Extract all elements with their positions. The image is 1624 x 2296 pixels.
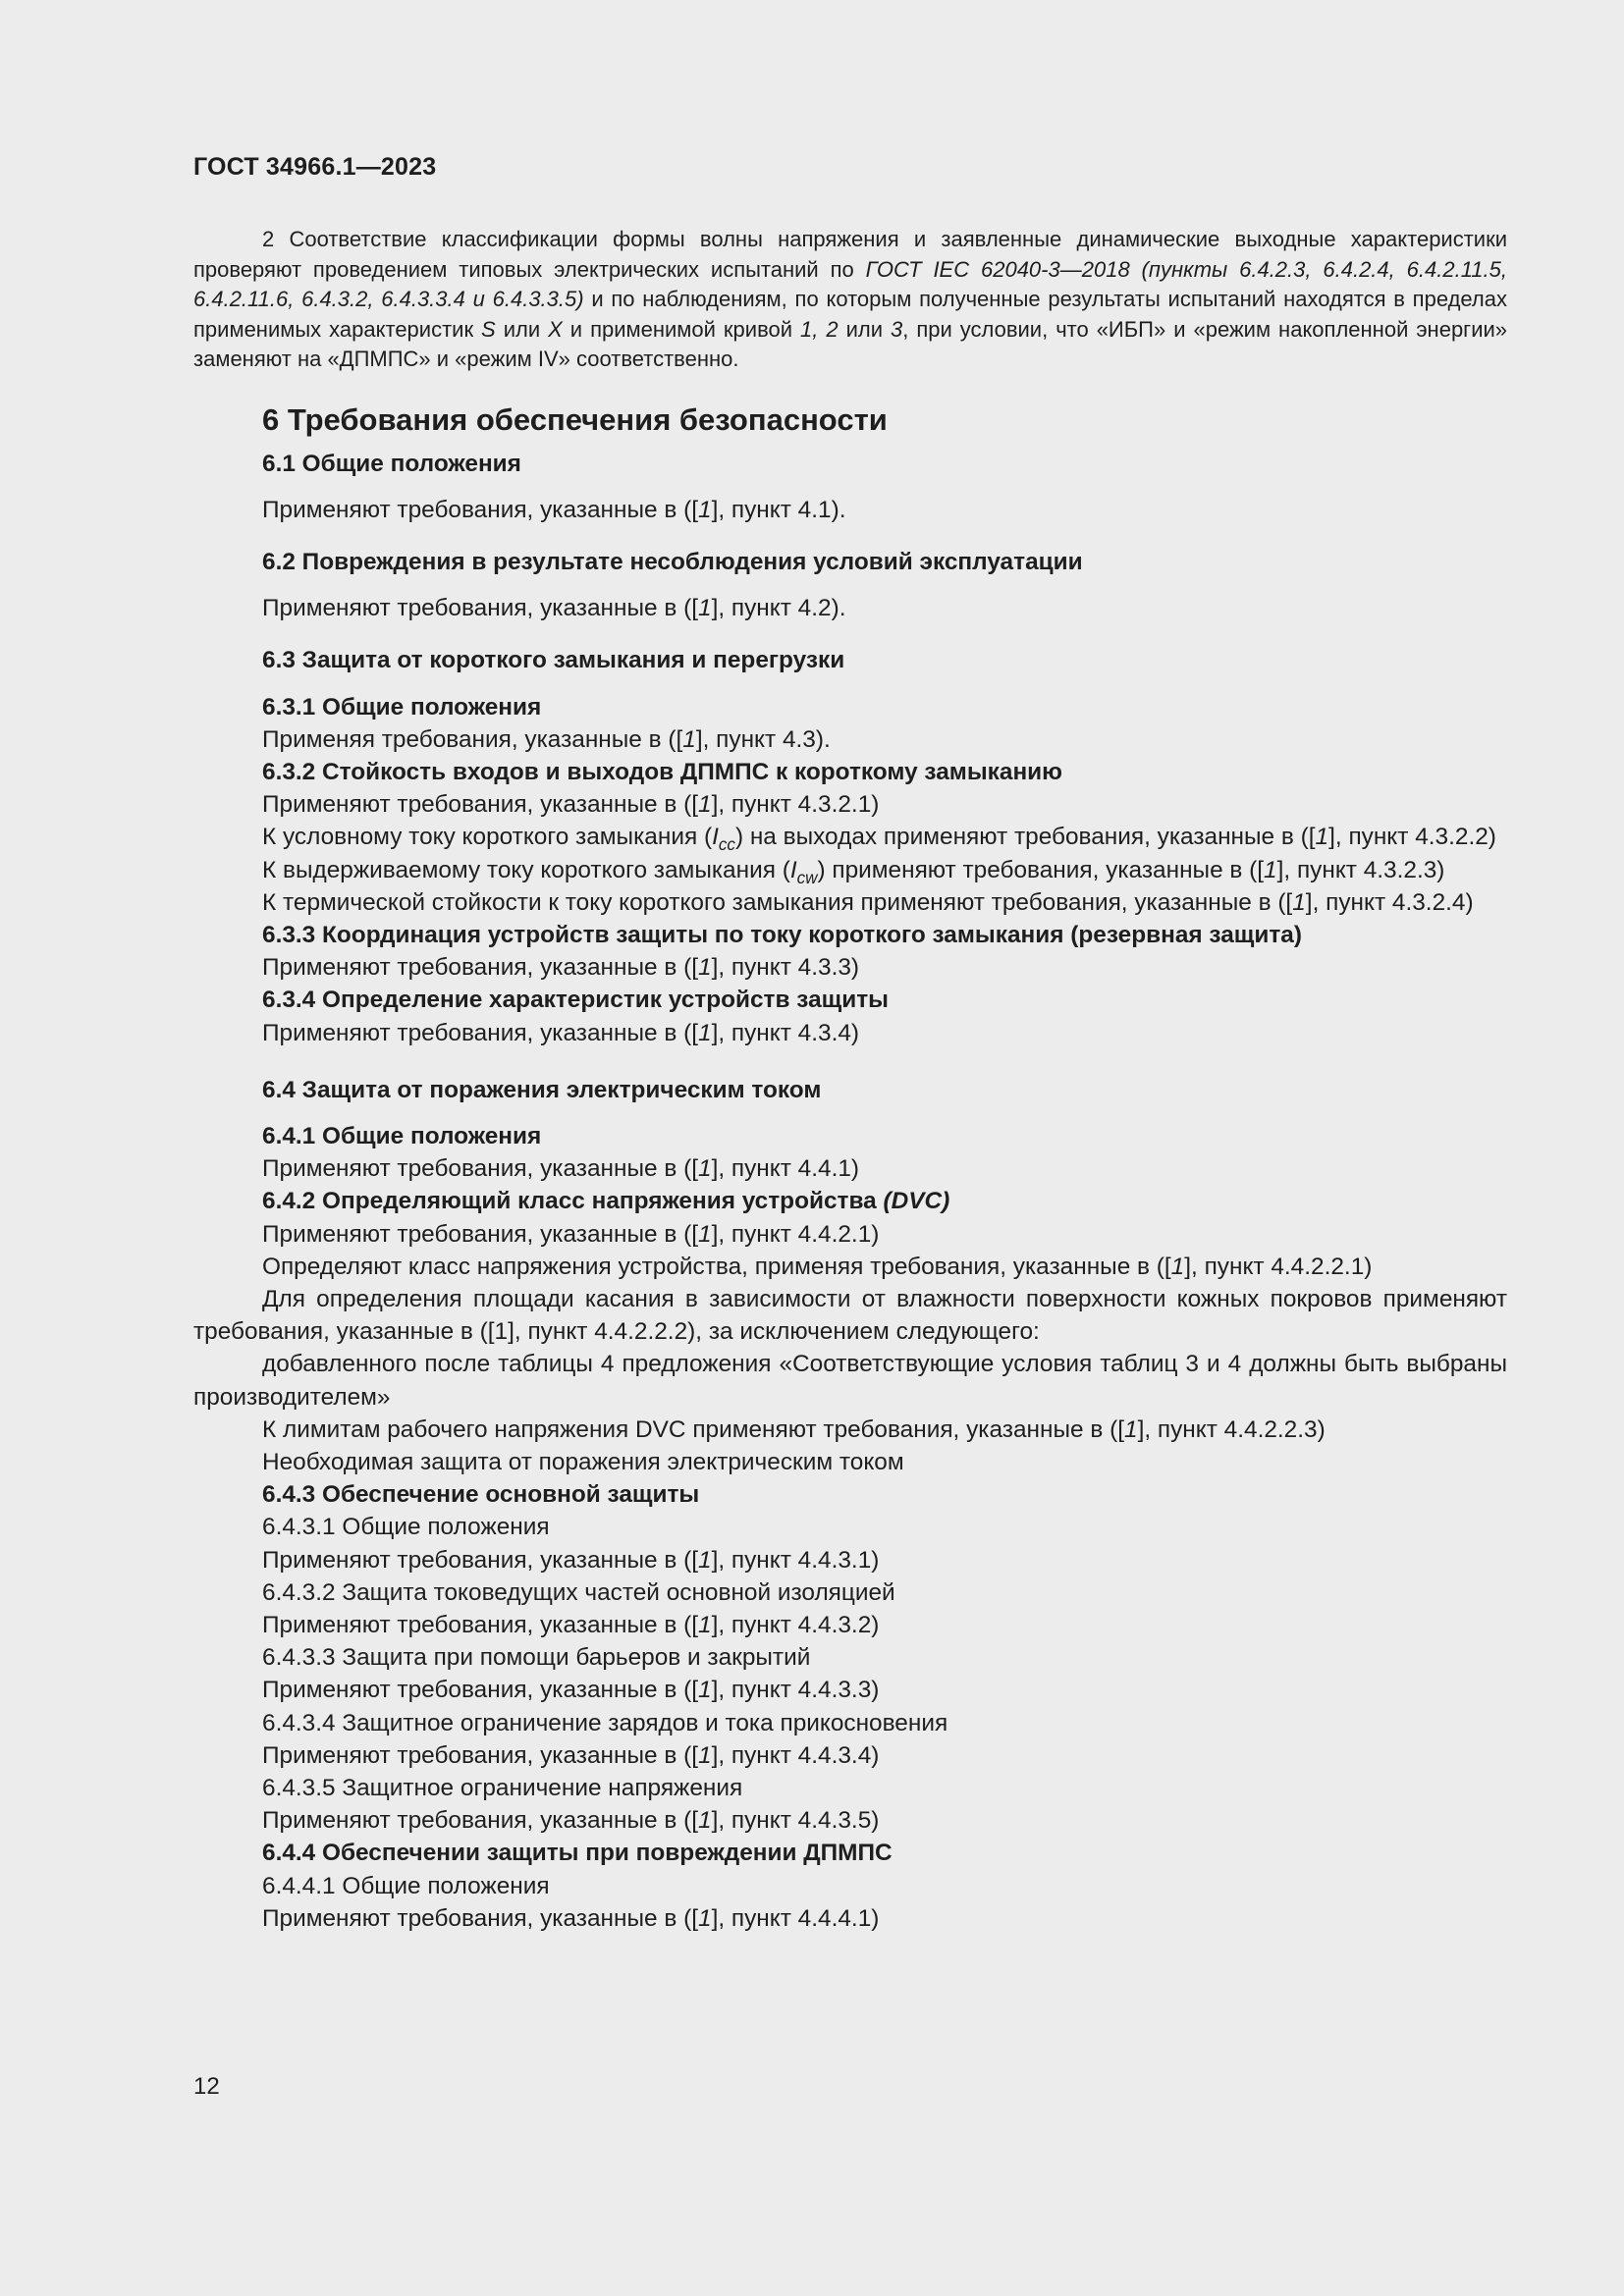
section-6-4-2-title: 6.4.2 Определяющий класс напряжения устройства (DVC) xyxy=(262,1188,950,1215)
section-6-3-4-body: Применяют требования, указанные в ([1], пункт 4.3.4) xyxy=(262,1019,860,1046)
note-symbol: S xyxy=(481,316,496,342)
section-6-4-3-4-title: 6.4.3.4 Защитное ограничение зарядов и тока прикосновения xyxy=(262,1709,948,1736)
section-6-4-2-body: Применяют требования, указанные в ([1], пункт 4.4.2.1) xyxy=(262,1220,880,1248)
note-text: и по наблюдениям, по которым полученные результаты испытаний находятся в пределах применимых характеристик xyxy=(193,287,1507,342)
section-6-4-1-body: Применяют требования, указанные в ([1], пункт 4.4.1) xyxy=(262,1155,860,1183)
section-6-3-2-title: 6.3.2 Стойкость входов и выходов ДПМПС к короткому замыканию xyxy=(262,758,1063,785)
note-reference: ГОСТ IEC 62040-3—2018 (пункты 6.4.2.3, 6.4.2.4, 6.4.2.11.5, 6.4.2.11.6, 6.4.3.2, 6.4.3.3.4 и 6.4.3.3.5) xyxy=(193,256,1507,311)
document-code: ГОСТ 34966.1—2023 xyxy=(193,153,437,181)
note-text: или xyxy=(838,316,891,342)
section-6-4-1-title: 6.4.1 Общие положения xyxy=(262,1122,542,1149)
section-6-3-4-title: 6.3.4 Определение характеристик устройств защиты xyxy=(262,987,889,1014)
section-6-3-2-para-thermal: К термической стойкости к току короткого замыкания применяют требования, указанные в ([1], пункт 4.3.2.4) xyxy=(262,888,1474,916)
section-6-4-3-3-body: Применяют требования, указанные в ([1], пункт 4.4.3.3) xyxy=(262,1677,880,1704)
section-6-2-body: Применяют требования, указанные в ([1], пункт 4.2). xyxy=(262,595,846,622)
section-6-3-1-body: Применяя требования, указанные в ([1], пункт 4.3). xyxy=(262,725,831,753)
section-6-4-2-para-protection: Необходимая защита от поражения электрическим током xyxy=(262,1448,904,1475)
note-text: или xyxy=(495,316,549,342)
section-6-4-3-1-body: Применяют требования, указанные в ([1], пункт 4.4.3.1) xyxy=(262,1546,880,1574)
section-6-4-3-2-body: Применяют требования, указанные в ([1], пункт 4.4.3.2) xyxy=(262,1612,880,1638)
note-2 xyxy=(193,225,1507,375)
section-6-4-4-title: 6.4.4 Обеспечении защиты при повреждении ДПМПС xyxy=(262,1840,893,1867)
section-6-3-3-body: Применяют требования, указанные в ([1], пункт 4.3.3) xyxy=(262,954,860,982)
note-text: и применимой кривой xyxy=(562,316,801,342)
page-content xyxy=(193,225,1507,1935)
section-6-4-3-2-title: 6.4.3.2 Защита токоведущих частей основной изоляцией xyxy=(262,1578,895,1606)
section-6-title: 6 Требования обеспечения безопасности xyxy=(262,401,888,437)
section-6-3-2-body: Применяют требования, указанные в ([1], пункт 4.3.2.1) xyxy=(262,791,880,819)
note-text: 2 Соответствие классификации формы волны напряжения и заявленные динамические выходные характеристики проверяют проведением типовых электрических испытаний по xyxy=(193,227,1507,282)
section-6-4-3-1-title: 6.4.3.1 Общие положения xyxy=(262,1514,550,1541)
section-6-4-3-4-body: Применяют требования, указанные в ([1], пункт 4.4.3.4) xyxy=(262,1741,880,1769)
section-6-4-3-3-title: 6.4.3.3 Защита при помощи барьеров и закрытий xyxy=(262,1644,811,1672)
section-6-4-2-para-table4: добавленного после таблицы 4 предложения «Соответствующие условия таблиц 3 и 4 должны быть выбраны производителем» xyxy=(193,1351,1507,1411)
section-6-4-2-para-limits: К лимитам рабочего напряжения DVC применяют требования, указанные в ([1], пункт 4.4.2.2.3) xyxy=(262,1415,1326,1443)
section-6-3-2-para-icc: К условному току короткого замыкания $(I_{cc})$ на выходах применяют требования, указанные в ([1], пункт 4.3.2.2) xyxy=(262,824,1496,855)
section-6-4-4-1-body: Применяют требования, указанные в ([1], пункт 4.4.4.1) xyxy=(262,1904,880,1932)
section-6-4-3-title: 6.4.3 Обеспечение основной защиты xyxy=(262,1481,700,1509)
note-text: , при условии, что «ИБП» и «режим накопленной энергии» заменяют на «ДПМПС» и «режим IV» соответственно. xyxy=(193,316,1508,371)
section-6-4-4-1-title: 6.4.4.1 Общие положения xyxy=(262,1872,550,1899)
page-number: 12 xyxy=(193,2073,220,2100)
section-6-1-body: Применяют требования, указанные в ([1], пункт 4.1). xyxy=(262,496,846,523)
section-6-4-title: 6.4 Защита от поражения электрическим током xyxy=(262,1076,822,1103)
section-6-4-3-5-body: Применяют требования, указанные в ([1], пункт 4.4.3.5) xyxy=(262,1807,880,1835)
section-6-3-title: 6.3 Защита от короткого замыкания и перегрузки xyxy=(262,647,845,674)
section-6-3-3-title: 6.3.3 Координация устройств защиты по току короткого замыкания (резервная защита) xyxy=(262,921,1302,948)
section-6-3-2-para-icw: К выдерживаемому току короткого замыкания $(I_{cw})$ применяют требования, указанные в ([1], пункт 4.3.2.3) xyxy=(262,856,1445,887)
section-6-2-title: 6.2 Повреждения в результате несоблюдения условий эксплуатации xyxy=(262,548,1083,575)
section-6-1-title: 6.1 Общие положения xyxy=(262,450,521,477)
note-symbol: X xyxy=(548,316,563,342)
note-symbol: 1, 2 xyxy=(800,316,839,342)
section-6-4-2-para-contact-area: Для определения площади касания в зависимости от влажности поверхности кожных покровов применяют требования, указанные в ([1], пункт 4.4.2.2.2), за исключением следующего: xyxy=(193,1285,1507,1346)
section-6-4-3-5-title: 6.4.3.5 Защитное ограничение напряжения xyxy=(262,1775,743,1802)
note-symbol: 3 xyxy=(891,316,903,342)
section-6-3-1-title: 6.3.1 Общие положения xyxy=(262,693,542,721)
section-6-4-2-para-class: Определяют класс напряжения устройства, применяя требования, указанные в ([1], пункт 4.4.2.2.1) xyxy=(262,1253,1373,1280)
